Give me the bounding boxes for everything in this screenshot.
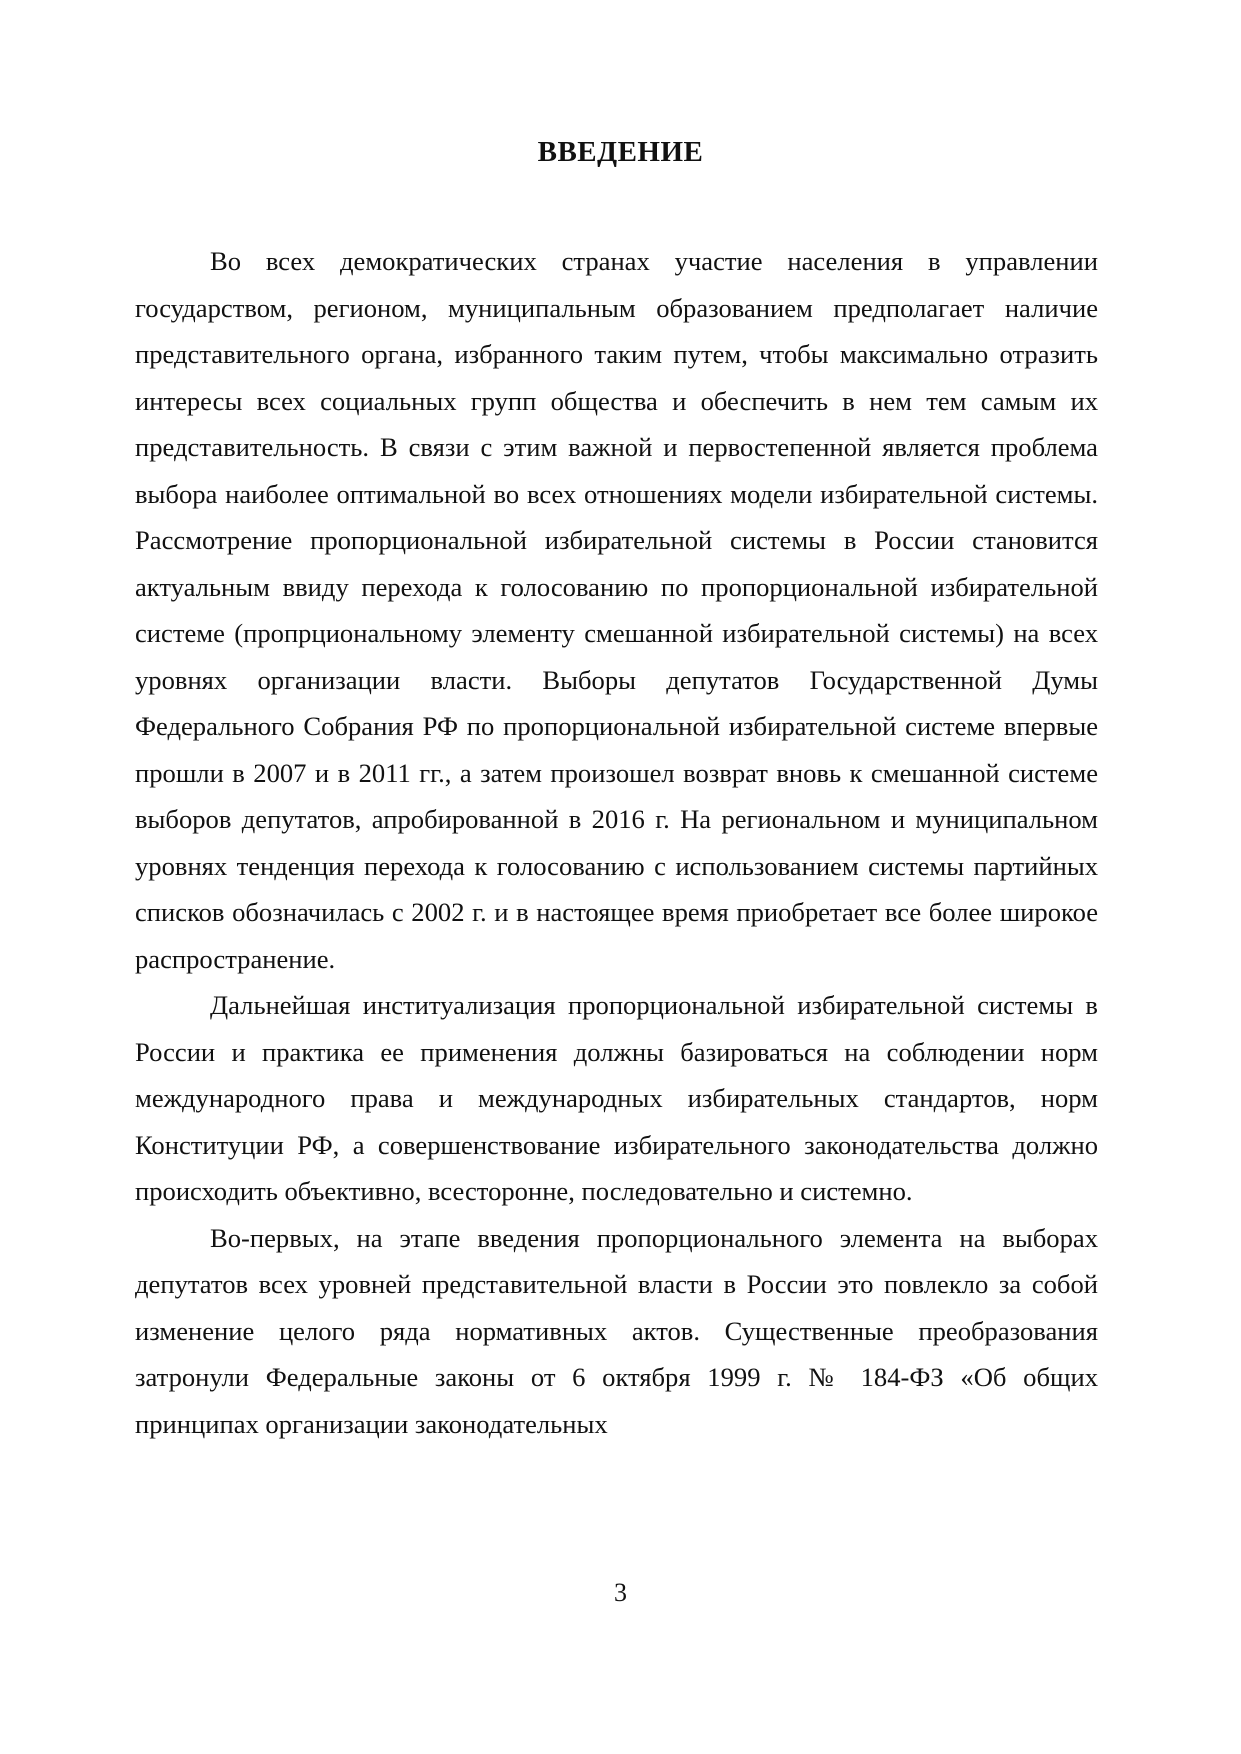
body-text — [135, 238, 1098, 1447]
paragraph: Во-первых, на этапе введения пропорционального элемента на выборах депутатов всех уровней представительной власти в России это повлекло за собой изменение целого ряда нормативных актов. Существенные преобразования затронули Федеральные законы от 6 октября 1999 г. № 184-ФЗ «Об общих принципах организации законодательных — [135, 1222, 1098, 1439]
paragraph: Во всех демократических странах участие населения в управлении государством, регионом, муниципальным образованием предполагает наличие представительного органа, избранного таким путем, чтобы максимально отразить интересы всех социальных групп общества и обеспечить в нем тем самым их представительность. В связи с этим важной и первостепенной является проблема выбора наиболее оптимальной во всех отношениях модели избирательной системы. Рассмотрение пропорциональной избирательной системы в России становится актуальным ввиду перехода к голосованию по пропорциональной избирательной системе (пропрциональному элементу смешанной избирательной системы) на всех уровнях организации власти. Выборы депутатов Государственной Думы Федерального Собрания РФ по пропорциональной избирательной системе впервые прошли в 2007 и в 2011 гг., а затем произошел возврат вновь к смешанной системе выборов депутатов, апробированной в 2016 г. На региональном и муниципальном уровнях тенденция перехода к голосованию с использованием системы партийных списков обозначилась с 2002 г. и в настоящее время приобретает все более широкое распространение. — [135, 246, 1098, 974]
page-title: ВВЕДЕНИЕ — [537, 136, 704, 168]
page-number: 3 — [614, 1578, 627, 1607]
paragraph: Дальнейшая институализация пропорциональной избирательной системы в России и практика ее применения должны базироваться на соблюдении норм международного права и международных избирательных стандартов, норм Конституции РФ, а совершенствование избирательного законодательства должно происходить объективно, всесторонне, последовательно и системно. — [135, 990, 1098, 1206]
